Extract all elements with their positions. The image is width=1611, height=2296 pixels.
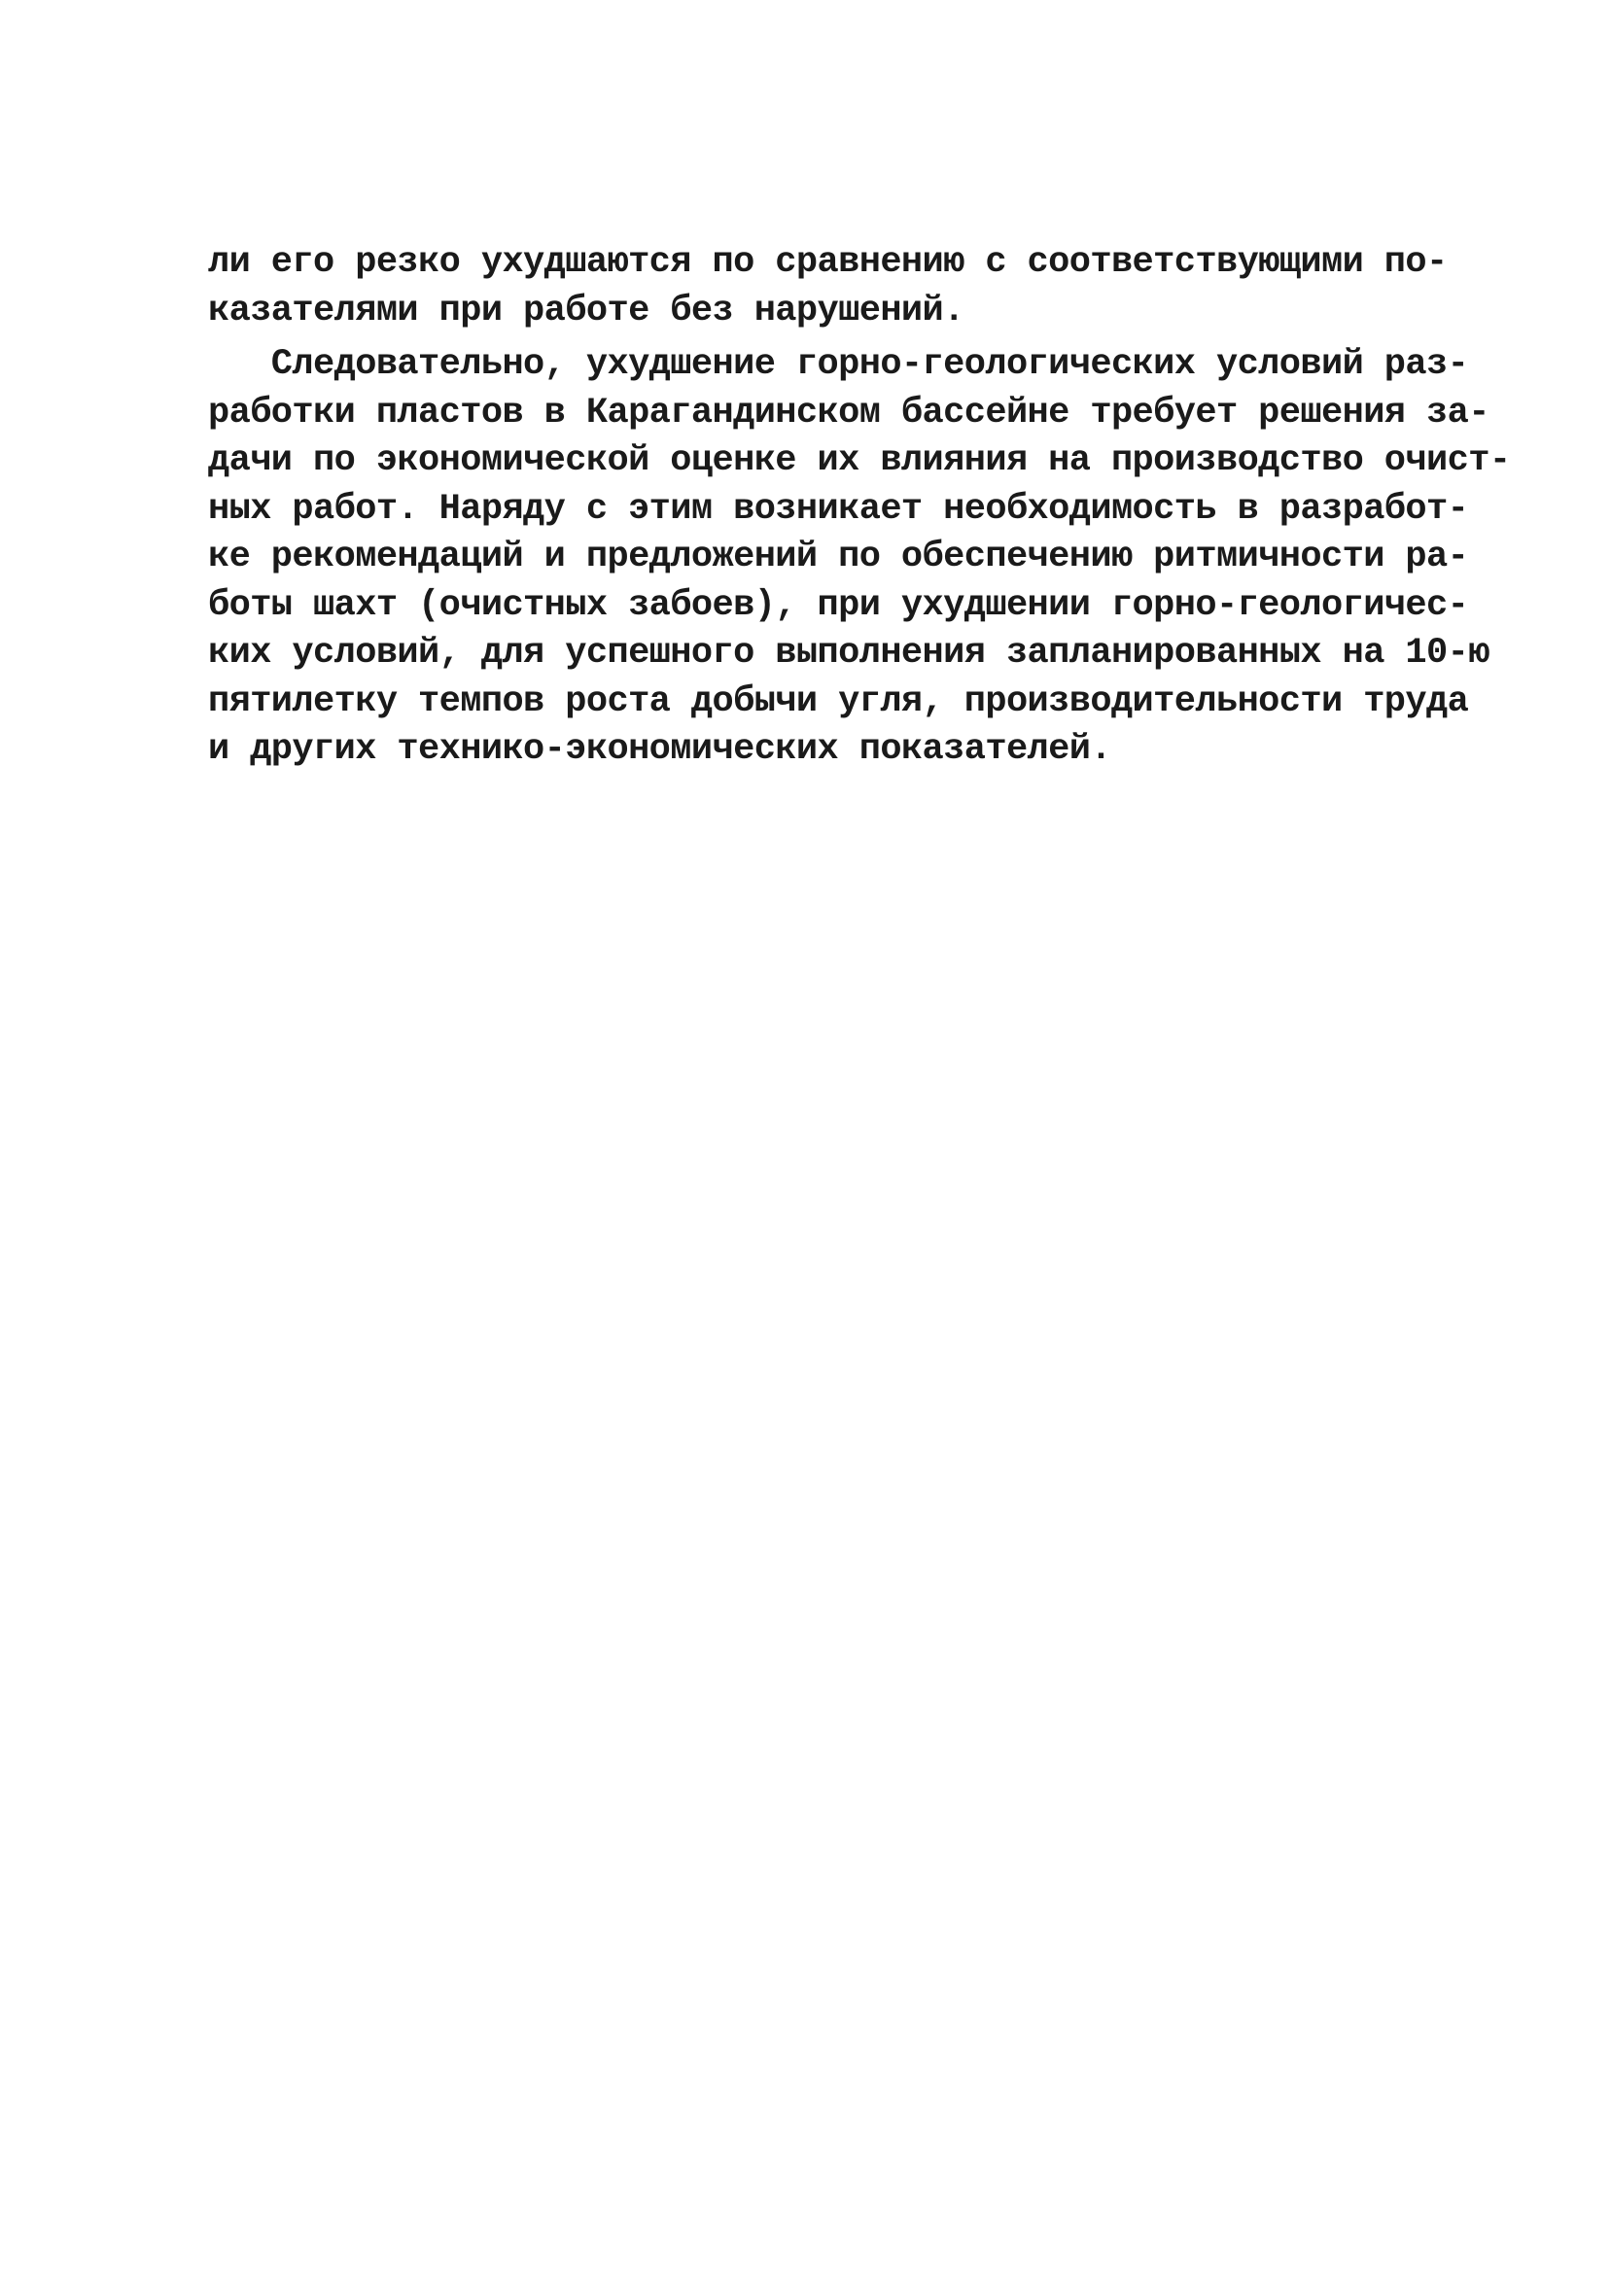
text-line: Следовательно, ухудшение горно-геологических условий раз-: [208, 344, 1469, 385]
text-line: боты шахт (очистных забоев), при ухудшении горно-геологичес-: [208, 584, 1469, 626]
text-line: и других технико-экономических показателей.: [208, 729, 1111, 770]
text-line: казателями при работе без нарушений.: [208, 290, 964, 331]
text-line: ных работ. Наряду с этим возникает необходимость в разработ-: [208, 488, 1469, 530]
text-line: ли его резко ухудшаются по сравнению с соответствующими по-: [208, 242, 1448, 283]
text-line: ке рекомендаций и предложений по обеспечению ритмичности ра-: [208, 537, 1469, 577]
text-line: ких условий, для успешного выполнения запланированных на 10-ю: [208, 633, 1489, 674]
text-line: пятилетку темпов роста добычи угля, производительности труда: [208, 680, 1469, 722]
document-body: [208, 239, 1511, 775]
text-line: дачи по экономической оценке их влияния на производство очист-: [208, 440, 1511, 481]
text-line: работки пластов в Карагандинском бассейне требует решения за-: [208, 392, 1489, 434]
